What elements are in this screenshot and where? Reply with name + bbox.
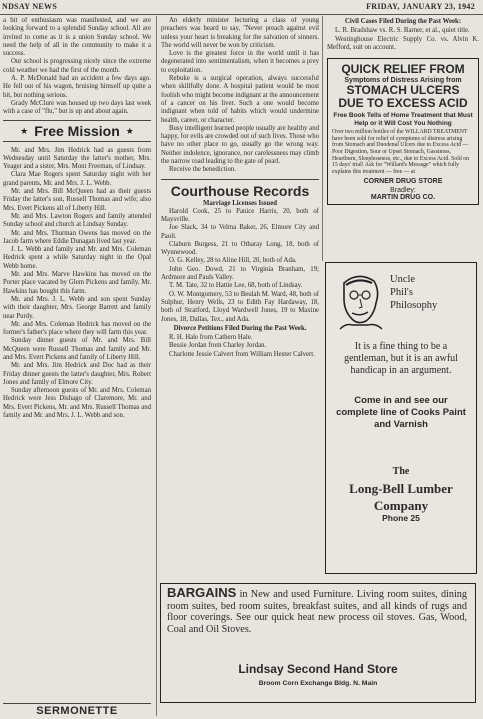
ad-body: BARGAINS in New and used Furniture. Living room suites, dining room suites, bed room suites, breakfast suites, and all kinds of rugs and floor coverings. See our quick heat new process oil stoves. Gas, Wood, Coal and Oil Stoves. [167,585,467,635]
ad-big-text: DUE TO EXCESS ACID [338,96,468,111]
article-text: Our school is progressing nicely since the extreme cold weather we had the first of the month. [3,58,151,74]
ad-company: The Long-Bell Lumber Company [349,466,453,513]
civil-case-item: Westinghouse Electric Supply Co. vs. Alvin K. Mefford, suit on account. [327,35,479,51]
news-item: Mr. and Mrs. Jim Hedrick had as guests from Wednesday until Saturday the latter's mother, Mrs. Yeager and a sister, Mrs. Mont Freeman, of Lindsay. [3,146,151,171]
ad-body: Over two million bottles of the WILLARD TREATMENT have been sold for relief of symptoms of distress arising from Stomach and Duodenal Ulcers due to Excess Acid — Poor Digestion, Sour or Upset Stomach, Gassiness, Heartburn, Sleeplessness, etc., due to Excess Acid. Sold on 15 days' trial! Ask for "Willard's Message" which fully explains this treatment — free — at [332,129,470,175]
news-item: Mr. and Mrs. Jim Hedrick and Doc had as their Friday dinner guests the latter's daughter, Mrs. Robert Jones and family of Elmore City. [3,362,151,386]
marriage-item: Harold Cook, 25 to Panice Harris, 20, both of Maysville. [161,207,319,223]
divorce-item: Charlotte Jessie Calvert from William Hester Calvert. [169,350,315,358]
news-item: Mr. and Mrs. J. L. Webb and son spent Sunday with their daughter, Mrs. George Barrett and family near Purdy. [3,295,151,320]
column-1 [3,17,151,703]
news-item: Clara Mae Rogers spent Saturday night with her grand parents, Mr. and Mrs. J. L. Webb. [3,171,151,187]
sermon-text: Busy intelligent learned people usually are healthy and happy, for evils are crowded out of such lives. Those who have no other place to go, usually go the wrong way. Neither indolence, ignorance, nor carelessness may climb the narrow road leading to the gate of pearl. [161,124,319,166]
newspaper-name: NDSAY NEWS [2,2,58,11]
news-item: Mr. and Mrs. Thurman Owens has moved on the Jacob farm where Eddie Dunagan lived last year. [3,229,151,245]
marriage-item: T. M. Tate, 32 to Hattie Lee, 68, both of Lindsay. [169,282,303,290]
news-item: Sunday dinner guests of Mr. and Mrs. Bill McQueen were Russell Thomas and family and Mr. and Mrs. Evert Pickens and family of Liberty Hill. [3,337,151,361]
ad-store: Lindsay Second Hand Store [238,662,398,676]
ad-store: CORNER DRUG STORE [363,178,443,186]
ad-drug-store: MARTIN DRUG CO. [370,194,436,202]
ad-headline: QUICK RELIEF FROM [341,62,465,77]
ad-quote: It is a fine thing to be a gentleman, but it is an awful handicap in an argument. [344,341,458,376]
divorce-item: Bessie Jordan from Charley Jordan. [169,342,267,350]
marriage-item: Joe Slack, 34 to Velma Baker, 26, Elmore City and Paoli. [161,224,319,240]
ad-phone: Phone 25 [382,513,420,523]
subheading-marriage-licenses: Marriage Licenses Issued [202,199,277,207]
sermon-text: Receive the benediction. [169,166,236,174]
section-heading-free-mission: ★ Free Mission ★ [3,120,151,142]
sermon-text: Love is the greatest force in the world until it has degenerated into sentimentalism, when it becomes a prey to exploitation. [161,50,319,74]
marriage-item: Claburn Burgess, 21 to Otharay Long, 18, both of Wynnewood. [161,240,319,257]
subheading-civil-cases: Civil Cases Filed During the Past Week: [344,18,462,25]
ad-invitation: Come in and see our complete line of Cooks Paint and Varnish [336,395,466,430]
sermon-text: Rebuke is a surgical operation, always successful when skillfully done. A hospital patient would be most foolish who might become indignant at the announcement of a cancer on his liver. Such a one would become indignant when told of habits which would undermine health, career, or character. [161,75,319,124]
ad-town: Bradley: [390,187,416,195]
star-icon: ★ [20,126,29,137]
marriage-item: John Geo. Dowd, 21 to Virginia Branham, 19; Ardmore and Pauls Valley. [161,265,319,282]
subheading-divorce-petitions: Divorce Petitions Filed During the Past Week. [173,324,307,332]
column-2 [161,17,319,602]
ad-lead: BARGAINS [167,585,237,600]
news-item: J. L. Webb and family and Mr. and Mrs. Coleman Hedrick spent a while Saturday night in the Opal Webb home. [3,246,151,270]
ad-address: Broom Corn Exchange Bldg. N. Main [258,680,378,687]
ad-subhead: Symptoms of Distress Arising from [344,77,462,85]
news-item: Mr. and Mrs. Coleman Hedrick has moved on the former's father's place where they will farm this year. [3,320,151,337]
news-item: Mr. and Mrs. Lawton Rogers and family attended Sunday school and church at Lindsay Sunday. [3,212,151,229]
divorce-item: R. H. Hale from Cathern Hale. [169,334,253,342]
column-rule [322,16,323,261]
star-icon: ★ [125,126,134,137]
article-text: a bit of enthusiasm was manifested, and we are looking forward to a splendid Sunday school. All are invited to come as it is a union Sunday school. We need the help of all in the community to make it a success. [3,17,151,58]
advertisement-long-bell-lumber [325,262,477,574]
section-heading-sermonette: SERMONETTE [3,703,151,717]
news-item: Mr. and Mrs. Marve Hawkins has moved on the Porter place vacated by Glem Pickens and family. Mr. Hawkins has bought this farm. [3,271,151,295]
column-rule [156,16,157,716]
civil-case-item: L. R. Bradshaw vs. R. S. Barner, et al., quiet title. [335,27,470,35]
news-item: Sunday afternoon guests of Mr. and Mrs. Coleman Hedrick were Jess Dishago of Claremore, Mr. and Mrs. Evert Pickens, Mr. and Mrs. Russell Thomas and family and Mr. and Mrs. J. L. Webb and son. [3,387,151,420]
ad-big-text: STOMACH ULCERS [346,83,460,98]
issue-date: FRIDAY, JANUARY 23, 1942 [366,2,475,11]
ad-title: Uncle Phil's Philosophy [390,274,438,311]
news-item: Mr. and Mrs. Bill McQueen had as their guests Friday the latter's son, Russell Thomas and wife; also Mrs. Evert Pickens all of Liberty Hill. [3,188,151,212]
article-text: A. P. McDonald had an accident a few days ago. He fell out of his wagon, bruising himself up quite a bit, but nothing serious. [3,75,151,99]
advertisement-stomach-ulcers [327,58,479,205]
article-text: Grady McClure was housed up two days last week with a case of "flu," but is up and about again. [3,99,151,116]
marriage-item: O. G. Kelley, 28 to Aline Hill, 20, both of Ada. [169,257,297,265]
section-heading-courthouse-records: Courthouse Records [161,179,319,199]
uncle-phil-portrait-icon [332,269,386,331]
ad-offer: Free Book Tells of Home Treatment that Must Help or it Will Cost You Nothing [333,112,473,127]
masthead [0,0,483,15]
advertisement-second-hand-store [160,583,476,703]
sermon-text: An elderly minister lecturing a class of young preachers was heard to say, "Never preach against evil unless your heart is breaking for the salvation of sinners. The world will never be won by criticism. [161,17,319,49]
marriage-item: O. W. Montgomery, 53 to Beulah M. Ward, 48, both of Sulphur, Henry Wells, 23 to Edith Fay Hardaway, 18, both of Stratford, Lloyd Wardwell Jones, 19 to Maxine Jones, 18, Dallas, Tex., and Ada. [161,290,319,323]
